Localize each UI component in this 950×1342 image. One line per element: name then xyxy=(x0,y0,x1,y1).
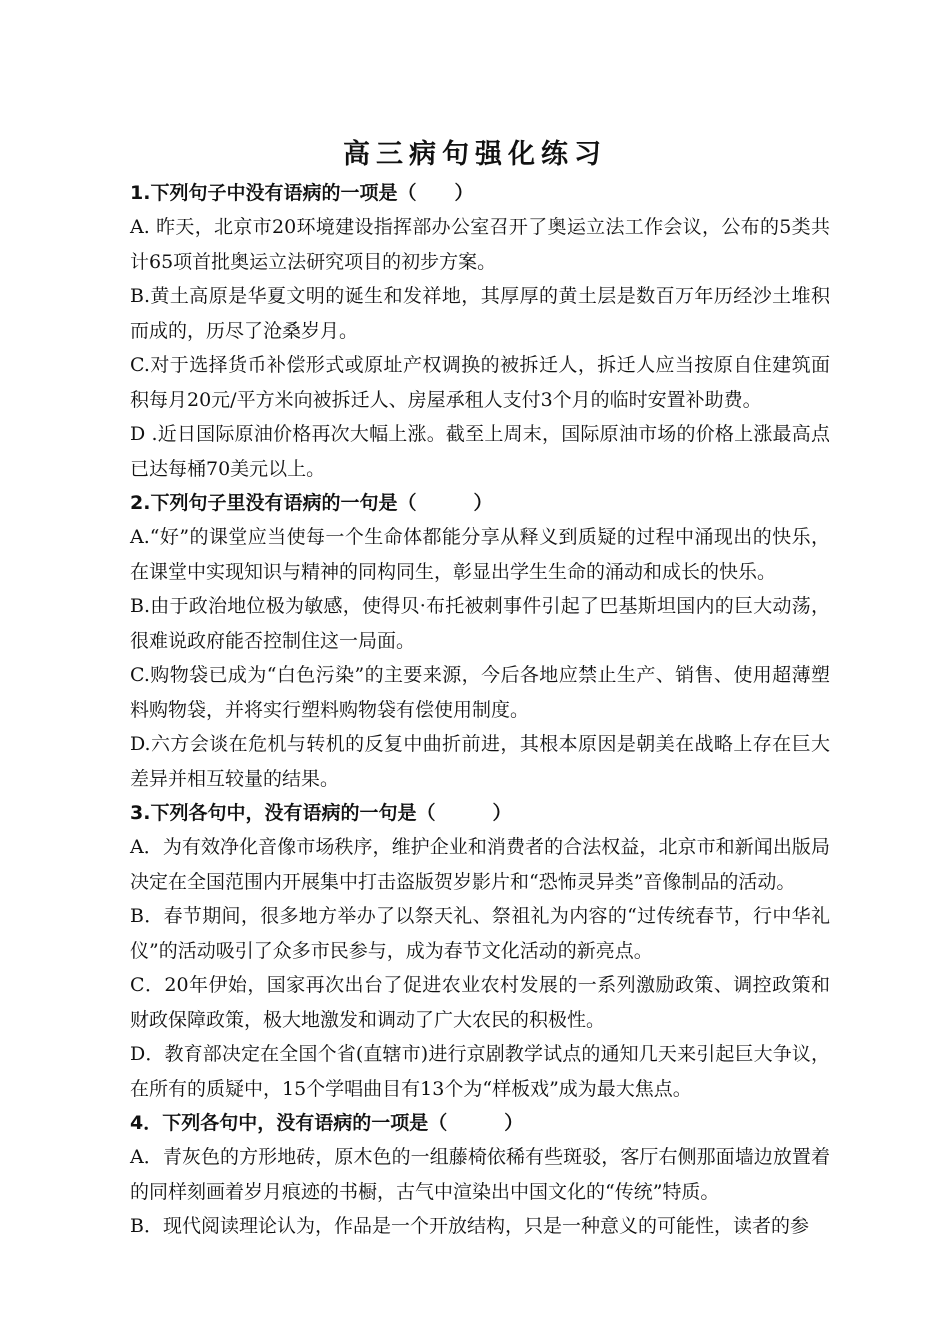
option-c: C.对于选择货币补偿形式或原址产权调换的被拆迁人，拆迁人应当按原自住建筑面积每月20元/平方米向被拆迁人、房屋承租人支付3个月的临时安置补助费。 xyxy=(130,354,830,411)
question-heading: 4．下列各句中，没有语病的一项是（ ） xyxy=(130,1112,524,1134)
question-heading: 1.下列句子中没有语病的一项是（ ） xyxy=(130,182,474,204)
option-b: B.黄土高原是华夏文明的诞生和发祥地，其厚厚的黄土层是数百万年历经沙土堆积而成的，历尽了沧桑岁月。 xyxy=(130,285,830,342)
option-a: A．为有效净化音像市场秩序，维护企业和消费者的合法权益，北京市和新闻出版局决定在全国范围内开展集中打击盗版贺岁影片和“恐怖灵异类”音像制品的活动。 xyxy=(130,836,830,893)
question-4 xyxy=(130,1106,830,1244)
option-d: D.六方会谈在危机与转机的反复中曲折前进，其根本原因是朝美在战略上存在巨大差异并相互较量的结果。 xyxy=(130,733,830,790)
option-b: B．春节期间，很多地方举办了以祭天礼、祭祖礼为内容的“过传统春节，行中华礼仪”的活动吸引了众多市民参与，成为春节文化活动的新亮点。 xyxy=(130,905,830,962)
question-1 xyxy=(130,176,830,486)
question-heading: 2.下列句子里没有语病的一句是（ ） xyxy=(130,492,493,514)
option-b: B．现代阅读理论认为，作品是一个开放结构，只是一种意义的可能性，读者的参 xyxy=(130,1215,809,1237)
question-3 xyxy=(130,796,830,1106)
option-a: A.“好”的课堂应当使每一个生命体都能分享从释义到质疑的过程中涌现出的快乐，在课堂中实现知识与精神的同构同生，彰显出学生生命的涌动和成长的快乐。 xyxy=(130,526,830,583)
option-c: C.购物袋已成为“白色污染”的主要来源，今后各地应禁止生产、销售、使用超薄塑料购物袋，并将实行塑料购物袋有偿使用制度。 xyxy=(130,664,830,721)
option-d: D．教育部决定在全国个省(直辖市)进行京剧教学试点的通知几天来引起巨大争议，在所有的质疑中，15个学唱曲目有13个为“样板戏”成为最大焦点。 xyxy=(130,1043,830,1100)
question-2 xyxy=(130,486,830,796)
option-a: A．青灰色的方形地砖，原木色的一组藤椅依稀有些斑驳，客厅右侧那面墙边放置着的同样刻画着岁月痕迹的书橱，古气中渲染出中国文化的“传统”特质。 xyxy=(130,1146,830,1203)
option-a: A. 昨天，北京市20环境建设指挥部办公室召开了奥运立法工作会议，公布的5类共计65项首批奥运立法研究项目的初步方案。 xyxy=(130,216,830,273)
option-d: D .近日国际原油价格再次大幅上涨。截至上周末，国际原油市场的价格上涨最高点已达每桶70美元以上。 xyxy=(130,423,830,480)
option-b: B.由于政治地位极为敏感，使得贝·布托被刺事件引起了巴基斯坦国内的巨大动荡，很难说政府能否控制住这一局面。 xyxy=(130,595,830,652)
question-heading: 3.下列各句中，没有语病的一句是（ ） xyxy=(130,802,512,824)
page-title: 高三病句强化练习 xyxy=(343,139,607,170)
option-c: C．20年伊始，国家再次出台了促进农业农村发展的一系列激励政策、调控政策和财政保障政策，极大地激发和调动了广大农民的积极性。 xyxy=(130,974,830,1031)
question-list xyxy=(130,176,830,1244)
